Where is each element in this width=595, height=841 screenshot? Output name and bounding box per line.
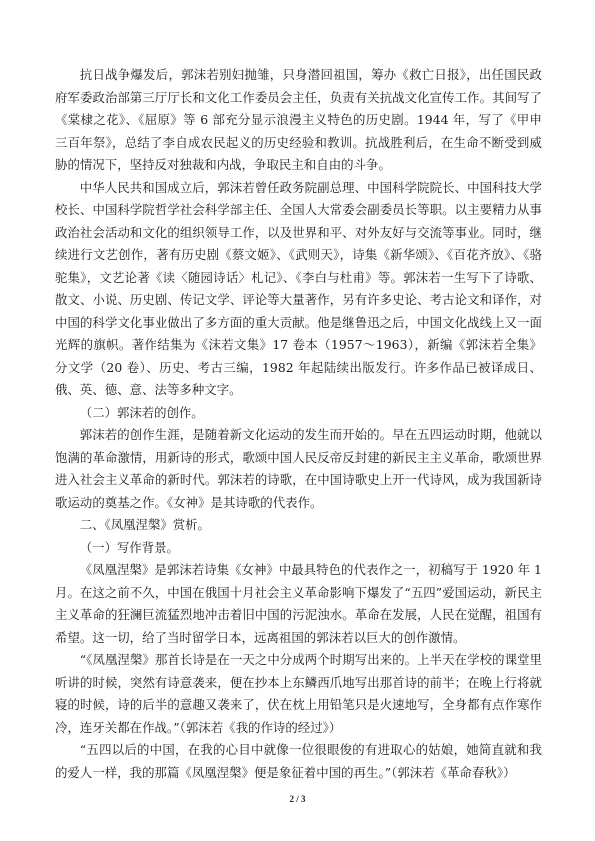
page-number: 2 / 3 (289, 794, 306, 804)
quote-revolution-spring-autumn: “五四以后的中国，在我的心目中就像一位很眼俊的有进取心的姑娘，她简直就和我的爱人一样，我的那篇《凤凰涅槃》便是象征着中国的再生。”（郭沫若《革命春秋》） (55, 742, 542, 780)
paragraph-creative-career: 郭沫若的创作生涯，是随着新文化运动的发生而开始的。早在五四运动时期，他就以饱满的革命激情，用新诗的形式，歌颂中国人民反帝反封建的新民主主义革命，歌颂世界进入社会主义革命的新时代。郭沫若的诗歌，在中国诗歌史上开一代诗风，成为我国新诗歌运动的奠基之作。《女神》是其诗歌的代表作。 (55, 427, 542, 510)
section-heading-creation: （二）郭沫若的创作。 (79, 404, 204, 420)
page-content (55, 64, 542, 784)
paragraph-after-prc-founding: 中华人民共和国成立后，郭沫若曾任政务院副总理、中国科学院院长、中国科技大学校长、中国科学院哲学社会科学部主任、全国人大常委会副委员长等职。以主要精力从事政治社会活动和文化的组织领导工作，以及世界和平、对外友好与交流等事业。同时，继续进行文艺创作，著有历史剧《蔡文姬》、《武则天》，诗集《新华颂》、《百花齐放》、《骆驼集》，文艺论著《读〈随园诗话〉札记》、《李白与杜甫》等。郭沫若一生写下了诗歌、散文、小说、历史剧、传记文学、评论等大量著作，另有许多史论、考古论文和译作，对中国的科学文化事业做出了多方面的重大贡献。他是继鲁迅之后，中国文化战线上又一面光辉的旗帜。著作结集为《沫若文集》17 卷本（1957～1963），新编《郭沫若全集》分文学（20 卷）、历史、考古三编，1982 年起陆续出版发行。许多作品已被译成日、俄、英、德、意、法等多种文字。 (55, 179, 542, 397)
section-heading-appreciation: 二、《凤凰涅槃》赏析。 (79, 517, 210, 532)
quote-writing-process: “《凤凰涅槃》那首长诗是在一天之中分成两个时期写出来的。上半天在学校的课堂里听讲的时候，突然有诗意袭来，便在抄本上东鳞西爪地写出那首诗的前半；在晚上行将就寝的时候，诗的后半的意趣又袭来了，伏在枕上用铅笔只是火速地写，全身都有点作寒作冷，连牙关都在作战。”（郭沫若《我的作诗的经过》） (55, 652, 542, 735)
paragraph-writing-background: 《凤凰涅槃》是郭沫若诗集《女神》中最具特色的代表作之一，初稿写于 1920 年 1 月。在这之前不久，中国在俄国十月社会主义革命影响下爆发了“五四”爱国运动，新民主主义革命的狂澜巨流猛烈地冲击着旧中国的污泥浊水。革命在发展，人民在觉醒，祖国有希望。这一切，给了当时留学日本，远离祖国的郭沫若以巨大的创作激情。 (55, 562, 542, 645)
section-heading-background: （一）写作背景。 (79, 539, 179, 555)
paragraph-anti-japanese-war: 抗日战争爆发后，郭沫若别妇抛雏，只身潜回祖国，筹办《救亡日报》，出任国民政府军委政治部第三厅厅长和文化工作委员会主任，负责有关抗战文化宣传工作。其间写了《棠棣之花》、《屈原》等 6 部充分显示浪漫主义特色的历史剧。1944 年，写了《甲申三百年祭》，总结了李自成农民起义的历史经验和教训。抗战胜利后，在生命不断受到威胁的情况下，坚持反对独裁和内战，争取民主和自由的斗争。 (55, 67, 542, 172)
